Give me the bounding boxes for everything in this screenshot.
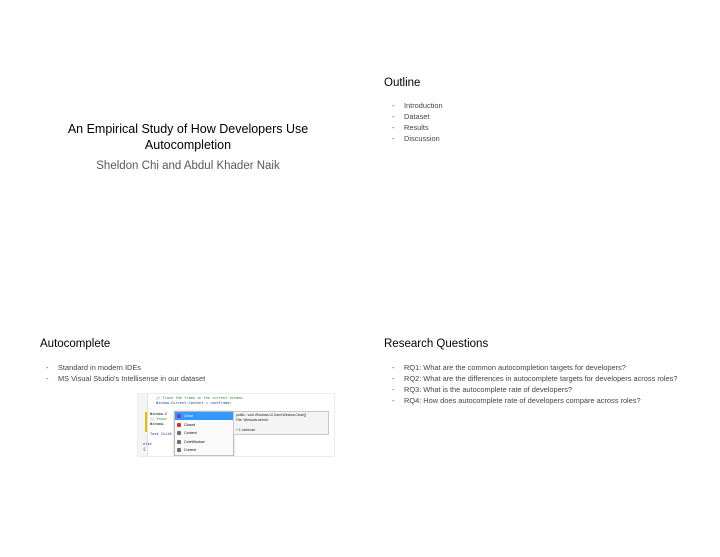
list-item: - Discussion [388, 133, 688, 144]
tooltip-line: + 1 overload [236, 428, 255, 432]
list-item: - Results [388, 122, 688, 133]
slide-heading: Outline [384, 77, 421, 89]
research-questions-slide [360, 270, 720, 540]
list-item: - MS Visual Studio's Intellisense in our dataset [42, 373, 342, 384]
code-line: Window.Current.Content = rootFrame; [156, 401, 232, 405]
completion-list [174, 411, 234, 456]
event-icon [177, 423, 181, 427]
list-item: - Standard in modern IDEs [42, 362, 342, 373]
change-marker [145, 412, 147, 432]
tooltip-line: public : void Windows.UI.Xaml.Window.Close() [236, 413, 307, 417]
slide-heading: Research Questions [384, 338, 489, 350]
list-item: - RQ4: How does autocomplete rate of developers compare across roles? [388, 395, 688, 406]
completion-item[interactable] [175, 446, 233, 454]
code-line: // Trace the frame in the current window [156, 396, 243, 400]
list-item: - Dataset [388, 111, 688, 122]
tooltip-line: File: Windows.winmd [236, 418, 268, 422]
list-item: - RQ1: What are the common autocompletion targets for developers? [388, 362, 688, 373]
property-icon [177, 440, 181, 444]
list-item: - RQ2: What are the differences in autocomplete targets for developers across roles? [388, 373, 688, 384]
bullet-list [388, 362, 688, 406]
quickinfo-tooltip [233, 411, 329, 435]
completion-item[interactable] [175, 429, 233, 437]
slide-heading: Autocomplete [40, 338, 111, 350]
title-line-2: Autocompletion [144, 138, 232, 152]
title-line-1: An Empirical Study of How Developers Use [67, 122, 309, 136]
presentation-title [28, 121, 348, 153]
code-fragment: Window. [150, 422, 166, 426]
list-item: - Introduction [388, 100, 688, 111]
property-icon [177, 431, 181, 435]
completion-label: Close [184, 414, 194, 418]
code-fragment: // Ensur [150, 417, 168, 421]
code-fragment: Window.C [150, 412, 168, 416]
outline-slide [360, 0, 720, 270]
autocomplete-slide [0, 270, 360, 540]
title-slide [0, 0, 360, 270]
code-fragment: else [143, 442, 152, 446]
code-fragment: { [143, 447, 146, 451]
list-item: - RQ3: What is the autocomplete rate of developers? [388, 384, 688, 395]
property-icon [177, 448, 181, 452]
intellisense-screenshot [137, 393, 335, 457]
authors: Sheldon Chi and Abdul Khader Naik [96, 160, 280, 172]
completion-item[interactable] [175, 412, 233, 420]
code-fragment: Task InitA [150, 432, 172, 436]
completion-item[interactable] [175, 421, 233, 429]
method-icon [177, 414, 181, 418]
completion-label: Content [184, 431, 197, 435]
completion-label: Current [184, 448, 196, 452]
completion-item[interactable] [175, 438, 233, 446]
bullet-list [42, 362, 342, 384]
completion-label: Closed [184, 422, 196, 427]
completion-label: CoreWindow [184, 439, 205, 444]
bullet-list [388, 100, 688, 144]
